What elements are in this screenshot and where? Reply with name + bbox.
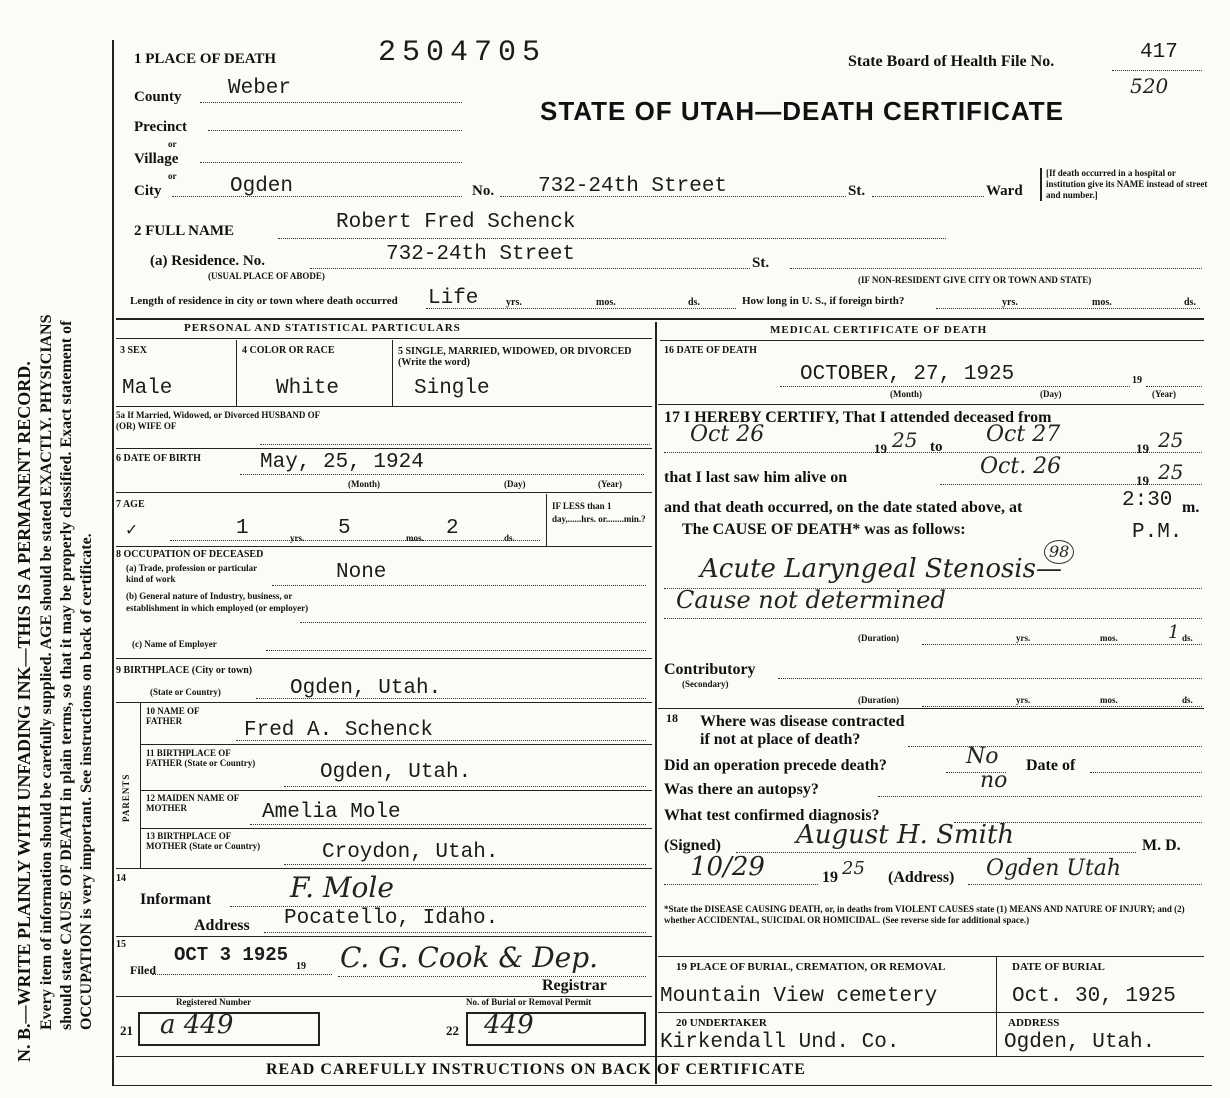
county-line: [200, 102, 462, 103]
duration-1-line: [922, 644, 1202, 645]
side-instruction-line2: Every item of information should be carefully supplied. AGE should be stated EXACTLY. PHYSICIANS: [38, 314, 55, 1030]
us-line: [936, 308, 1200, 309]
burial-date-label: DATE OF BURIAL: [1012, 961, 1105, 973]
occupation-b-line: [300, 622, 646, 623]
or-2: or: [168, 171, 177, 181]
attended-from-year: 25: [892, 428, 918, 452]
father-birthplace-label: 11 BIRTHPLACE OF FATHER (State or Country): [146, 748, 256, 768]
signed-line: [736, 852, 1136, 853]
st-label: St.: [848, 183, 866, 199]
ward-line: [872, 196, 984, 197]
last-saw-label: that I last saw him alive on: [664, 469, 848, 486]
registered-number-value: a 449: [160, 1010, 234, 1040]
informant-address-line: [264, 932, 646, 933]
row11-line: [140, 790, 652, 791]
city-line: [172, 196, 462, 197]
autopsy-label: Was there an autopsy?: [664, 781, 819, 798]
mother-line: [250, 824, 646, 825]
employer-label: (c) Name of Employer: [132, 639, 217, 649]
file-no-label: State Board of Health File No.: [848, 53, 1055, 70]
attended-to-year: 25: [1158, 428, 1184, 452]
last-saw-line: [940, 484, 1202, 485]
age-months: 5: [338, 517, 351, 540]
section-divider: [655, 322, 657, 1084]
item-21: 21: [120, 1023, 133, 1038]
marital-value: Single: [414, 377, 490, 400]
side-instruction-line3: should state CAUSE OF DEATH in plain terms, so that it may be properly classified. Exact statement of: [58, 320, 75, 1030]
occupation-label: 8 OCCUPATION OF DECEASED: [116, 549, 264, 560]
physician-signature: August H. Smith: [796, 820, 1015, 850]
where-contracted-label: Where was disease contracted: [700, 713, 905, 730]
cause-footnote: *State the DISEASE CAUSING DEATH, or, in deaths from VIOLENT CAUSES state (1) MEANS AND NATURE OF INJURY; and (2) whether ACCIDENTAL, SUICIDAL OR HOMICIDAL. (See reverse side for additional space.): [664, 904, 1185, 925]
personal-header: PERSONAL AND STATISTICAL PARTICULARS: [184, 322, 461, 334]
signed-address-line: [968, 884, 1202, 885]
father-value: Fred A. Schenck: [244, 719, 434, 742]
signed-address-label: (Address): [888, 869, 955, 886]
dob-year: (Year): [598, 479, 622, 489]
county-value: Weber: [228, 77, 292, 100]
full-name-line: [278, 238, 946, 239]
duration-1: (Duration): [858, 633, 899, 643]
section-top-line: [116, 318, 1204, 320]
personal-header-line: [116, 338, 652, 339]
informant-signature: F. Mole: [290, 871, 394, 904]
death-day: (Day): [1040, 389, 1062, 399]
informant-address-label: Address: [194, 917, 250, 934]
row9-line: [116, 702, 652, 703]
signed-address: Ogden Utah: [986, 856, 1122, 881]
attended-to: Oct 27: [986, 422, 1061, 447]
street-no-label: No.: [472, 183, 495, 199]
date-of-death-line: [780, 386, 1130, 387]
signed-date: 10/29: [690, 852, 765, 882]
duration-2-mos: mos.: [1100, 695, 1118, 705]
dob-label: 6 DATE OF BIRTH: [116, 453, 201, 464]
age-check: ✓: [126, 521, 137, 541]
row5a-line: [116, 448, 652, 449]
registrar-signature: C. G. Cook & Dep.: [340, 941, 599, 974]
operation-date-label: Date of: [1026, 757, 1076, 774]
contributory-label: Contributory: [664, 661, 756, 678]
attended-from-19: 19: [874, 441, 887, 456]
row6-line: [116, 492, 652, 493]
us-ds: ds.: [1184, 297, 1196, 308]
father-birthplace-value: Ogden, Utah.: [320, 761, 472, 784]
age-yrs-label: yrs.: [290, 533, 305, 543]
row13-line: [116, 868, 652, 869]
last-saw-date: Oct. 26: [980, 454, 1062, 479]
undertaker-address-label: ADDRESS: [1008, 1017, 1060, 1029]
mother-value: Amelia Mole: [262, 801, 401, 824]
undertaker-value: Kirkendall Und. Co.: [660, 1031, 900, 1054]
ward-label: Ward: [986, 183, 1023, 199]
street-value: 732-24th Street: [538, 175, 728, 198]
item-22: 22: [446, 1023, 459, 1038]
signed-year: 25: [842, 858, 865, 879]
residence-nonres-line: [790, 268, 1202, 269]
side-instruction-line1: N. B.—WRITE PLAINLY WITH UNFADING INK—THIS IS A PERMANENT RECORD.: [14, 361, 34, 1062]
filed-nineteen: 19: [296, 961, 306, 972]
row19-line: [658, 1012, 1204, 1013]
date-of-death-value: OCTOBER, 27, 1925: [800, 363, 1015, 386]
occupation-b-label: (b) General nature of Industry, business, or establishment in which employed (or employer): [126, 591, 309, 613]
undertaker-divider: [996, 1012, 997, 1056]
attended-to-label: to: [930, 439, 943, 455]
residence-sub: (USUAL PLACE OF ABODE): [208, 271, 325, 281]
if-less-divider: [546, 494, 547, 546]
filed-line: [152, 974, 332, 975]
operation-label: Did an operation precede death?: [664, 757, 887, 774]
operation-value: No: [966, 744, 999, 769]
burial-place-label: 19 PLACE OF BURIAL, CREMATION, OR REMOVAL: [676, 961, 946, 973]
row17-line: [658, 708, 1204, 709]
row16-line: [658, 404, 1204, 405]
duration-1-ds: ds.: [1182, 633, 1193, 643]
md-label: M. D.: [1142, 837, 1181, 854]
death-time-m: m.: [1182, 499, 1200, 516]
side-instruction-line4: OCCUPATION is very important. See instructions on back of certificate.: [78, 533, 95, 1030]
where-contracted-label-2: if not at place of death?: [700, 731, 861, 748]
cause-of-death-secondary: Cause not determined: [676, 586, 946, 614]
parents-divider: [140, 702, 141, 868]
item-15: 15: [116, 939, 126, 950]
autopsy-value: no: [980, 768, 1008, 793]
length-residence-label: Length of residence in city or town where death occurred: [130, 295, 398, 307]
city-label: City: [134, 183, 162, 199]
row8-line: [116, 658, 652, 659]
birthplace-sub: (State or Country): [150, 687, 221, 697]
duration-2-ds: ds.: [1182, 695, 1193, 705]
dob-month: (Month): [348, 479, 380, 489]
duration-2-line: [922, 706, 1202, 707]
signed-date-line: [664, 884, 818, 885]
cause-line-2: [664, 618, 1202, 619]
row18-line: [658, 956, 1204, 957]
length-residence-value: Life: [428, 287, 479, 310]
left-border: [112, 40, 114, 1085]
residence-st-label: St.: [752, 255, 770, 271]
age-years: 1: [236, 517, 249, 540]
row12-line: [140, 828, 652, 829]
age-label: 7 AGE: [116, 499, 145, 510]
color-value: White: [276, 377, 340, 400]
registrar-label: Registrar: [542, 977, 607, 994]
autopsy-line: [878, 796, 1202, 797]
death-month: (Month): [890, 389, 922, 399]
duration-2: (Duration): [858, 695, 899, 705]
us-mos: mos.: [1092, 297, 1112, 308]
age-mos-label: mos.: [406, 533, 424, 543]
footer-instructions: READ CAREFULLY INSTRUCTIONS ON BACK OF CERTIFICATE: [266, 1061, 806, 1078]
medical-header-line: [660, 340, 1204, 341]
last-saw-year: 25: [1158, 460, 1184, 484]
operation-date-line: [1090, 772, 1202, 773]
occupation-a-label: (a) Trade, profession or particular kind of work: [126, 563, 257, 584]
spouse-label: 5a If Married, Widowed, or Divorced HUSBAND OF (OR) WIFE OF: [116, 410, 320, 431]
death-year: (Year): [1152, 389, 1176, 399]
sex-value: Male: [122, 377, 173, 400]
precinct-line: [208, 130, 462, 131]
signed-label: (Signed): [664, 837, 721, 854]
burial-permit-label: No. of Burial or Removal Permit: [466, 997, 592, 1007]
burial-place-value: Mountain View cemetery: [660, 985, 938, 1008]
length-mos: mos.: [596, 297, 616, 308]
father-birthplace-line: [284, 786, 646, 787]
father-label: 10 NAME OF FATHER: [146, 706, 200, 726]
signed-year-prefix: 19: [822, 869, 838, 886]
row14-line: [116, 936, 652, 937]
certificate-title: STATE OF UTAH—DEATH CERTIFICATE: [540, 96, 1064, 126]
if-less-label: IF LESS than 1 day,......hrs. or........min.?: [552, 501, 646, 524]
file-no-line: [1112, 70, 1202, 71]
contributory-line: [778, 678, 1202, 679]
medical-header: MEDICAL CERTIFICATE OF DEATH: [770, 324, 988, 336]
filed-label: Filed: [130, 963, 156, 977]
death-time-pm: P.M.: [1132, 521, 1183, 544]
duration-2-yrs: yrs.: [1016, 695, 1031, 705]
dob-value: May, 25, 1924: [260, 451, 424, 474]
county-label: County: [134, 89, 182, 105]
informant-address-value: Pocatello, Idaho.: [284, 907, 499, 930]
length-ds: ds.: [688, 297, 700, 308]
item-14: 14: [116, 873, 126, 884]
us-yrs: yrs.: [1002, 297, 1018, 308]
spouse-line: [260, 444, 650, 445]
undertaker-label: 20 UNDERTAKER: [676, 1017, 767, 1029]
undertaker-address-value: Ogden, Utah.: [1004, 1031, 1156, 1054]
cause-of-death-primary: Acute Laryngeal Stenosis—: [700, 554, 1062, 584]
mother-birthplace-label: 13 BIRTHPLACE OF MOTHER (State or Country): [146, 831, 261, 851]
employer-line: [266, 650, 646, 651]
age-ds-label: ds.: [504, 533, 515, 543]
test-label: What test confirmed diagnosis?: [664, 807, 880, 824]
death-nineteen: 19: [1132, 375, 1142, 386]
death-time-label: and that death occurred, on the date stated above, at: [664, 499, 1023, 516]
burial-date-value: Oct. 30, 1925: [1012, 985, 1176, 1008]
or-1: or: [168, 139, 177, 149]
row10-line: [140, 744, 652, 745]
village-line: [200, 162, 462, 163]
sex-label: 3 SEX: [120, 345, 147, 356]
secondary-label: (Secondary): [682, 679, 729, 689]
certificate-number: 2504705: [378, 36, 547, 70]
registered-number-label: Registered Number: [176, 997, 252, 1007]
footer-top-line: [116, 1056, 1204, 1057]
bottom-border: [112, 1085, 1212, 1086]
file-no-value: 417: [1140, 41, 1178, 64]
place-of-death-heading: 1 PLACE OF DEATH: [134, 51, 277, 67]
where-line: [908, 746, 1202, 747]
duration-1-ds-value: 1: [1168, 622, 1180, 643]
death-time-value: 2:30: [1122, 489, 1173, 512]
marital-label: 5 SINGLE, MARRIED, WIDOWED, OR DIVORCED (Write the word): [398, 346, 632, 368]
age-days: 2: [446, 517, 459, 540]
hospital-note: [If death occurred in a hospital or institution give its NAME instead of street and number.]: [1040, 168, 1208, 201]
file-no-alt: 520: [1130, 74, 1169, 98]
attended-to-19: 19: [1136, 441, 1149, 456]
certify-statement: 17 I HEREBY CERTIFY, That I attended deceased from: [664, 409, 1052, 426]
informant-label: Informant: [140, 891, 212, 908]
residence-value: 732-24th Street: [386, 243, 576, 266]
full-name-value: Robert Fred Schenck: [336, 211, 576, 234]
residence-line: [310, 268, 750, 269]
item-18: 18: [666, 711, 678, 725]
filed-date: OCT 3 1925: [174, 944, 289, 966]
full-name-label: 2 FULL NAME: [134, 223, 235, 239]
length-yrs: yrs.: [506, 297, 522, 308]
disease-code: 98: [1044, 540, 1074, 564]
residence-label: (a) Residence. No.: [150, 253, 265, 269]
last-saw-19: 19: [1136, 473, 1149, 488]
village-label: Village: [134, 151, 179, 167]
mother-birthplace-value: Croydon, Utah.: [322, 841, 499, 864]
duration-1-mos: mos.: [1100, 633, 1118, 643]
mother-label: 12 MAIDEN NAME OF MOTHER: [146, 793, 239, 813]
occupation-line: [272, 585, 646, 586]
dob-line: [240, 474, 644, 475]
row5-line: [116, 406, 652, 407]
city-value: Ogden: [230, 175, 294, 198]
sex-divider: [236, 340, 237, 406]
color-label: 4 COLOR OR RACE: [242, 345, 335, 356]
cause-label: The CAUSE OF DEATH* was as follows:: [682, 521, 966, 538]
row7-line: [116, 546, 652, 547]
mother-birthplace-line: [284, 864, 646, 865]
attended-from: Oct 26: [690, 422, 765, 447]
color-divider: [392, 340, 393, 406]
date-of-death-label: 16 DATE OF DEATH: [664, 345, 757, 356]
birthplace-value: Ogden, Utah.: [290, 677, 442, 700]
parents-label: PARENTS: [121, 773, 131, 822]
occupation-value: None: [336, 561, 387, 584]
death-year-line: [1146, 386, 1202, 387]
precinct-label: Precinct: [134, 119, 188, 135]
length-line: [426, 308, 736, 309]
dob-day: (Day): [504, 479, 526, 489]
nonresident-note: (IF NON-RESIDENT GIVE CITY OR TOWN AND STATE): [858, 275, 1092, 285]
birthplace-label: 9 BIRTHPLACE (City or town): [116, 665, 253, 676]
duration-1-yrs: yrs.: [1016, 633, 1031, 643]
burial-permit-value: 449: [484, 1010, 534, 1040]
us-residence-label: How long in U. S., if foreign birth?: [742, 295, 905, 307]
burial-divider: [996, 956, 997, 1012]
age-line: [170, 540, 540, 541]
